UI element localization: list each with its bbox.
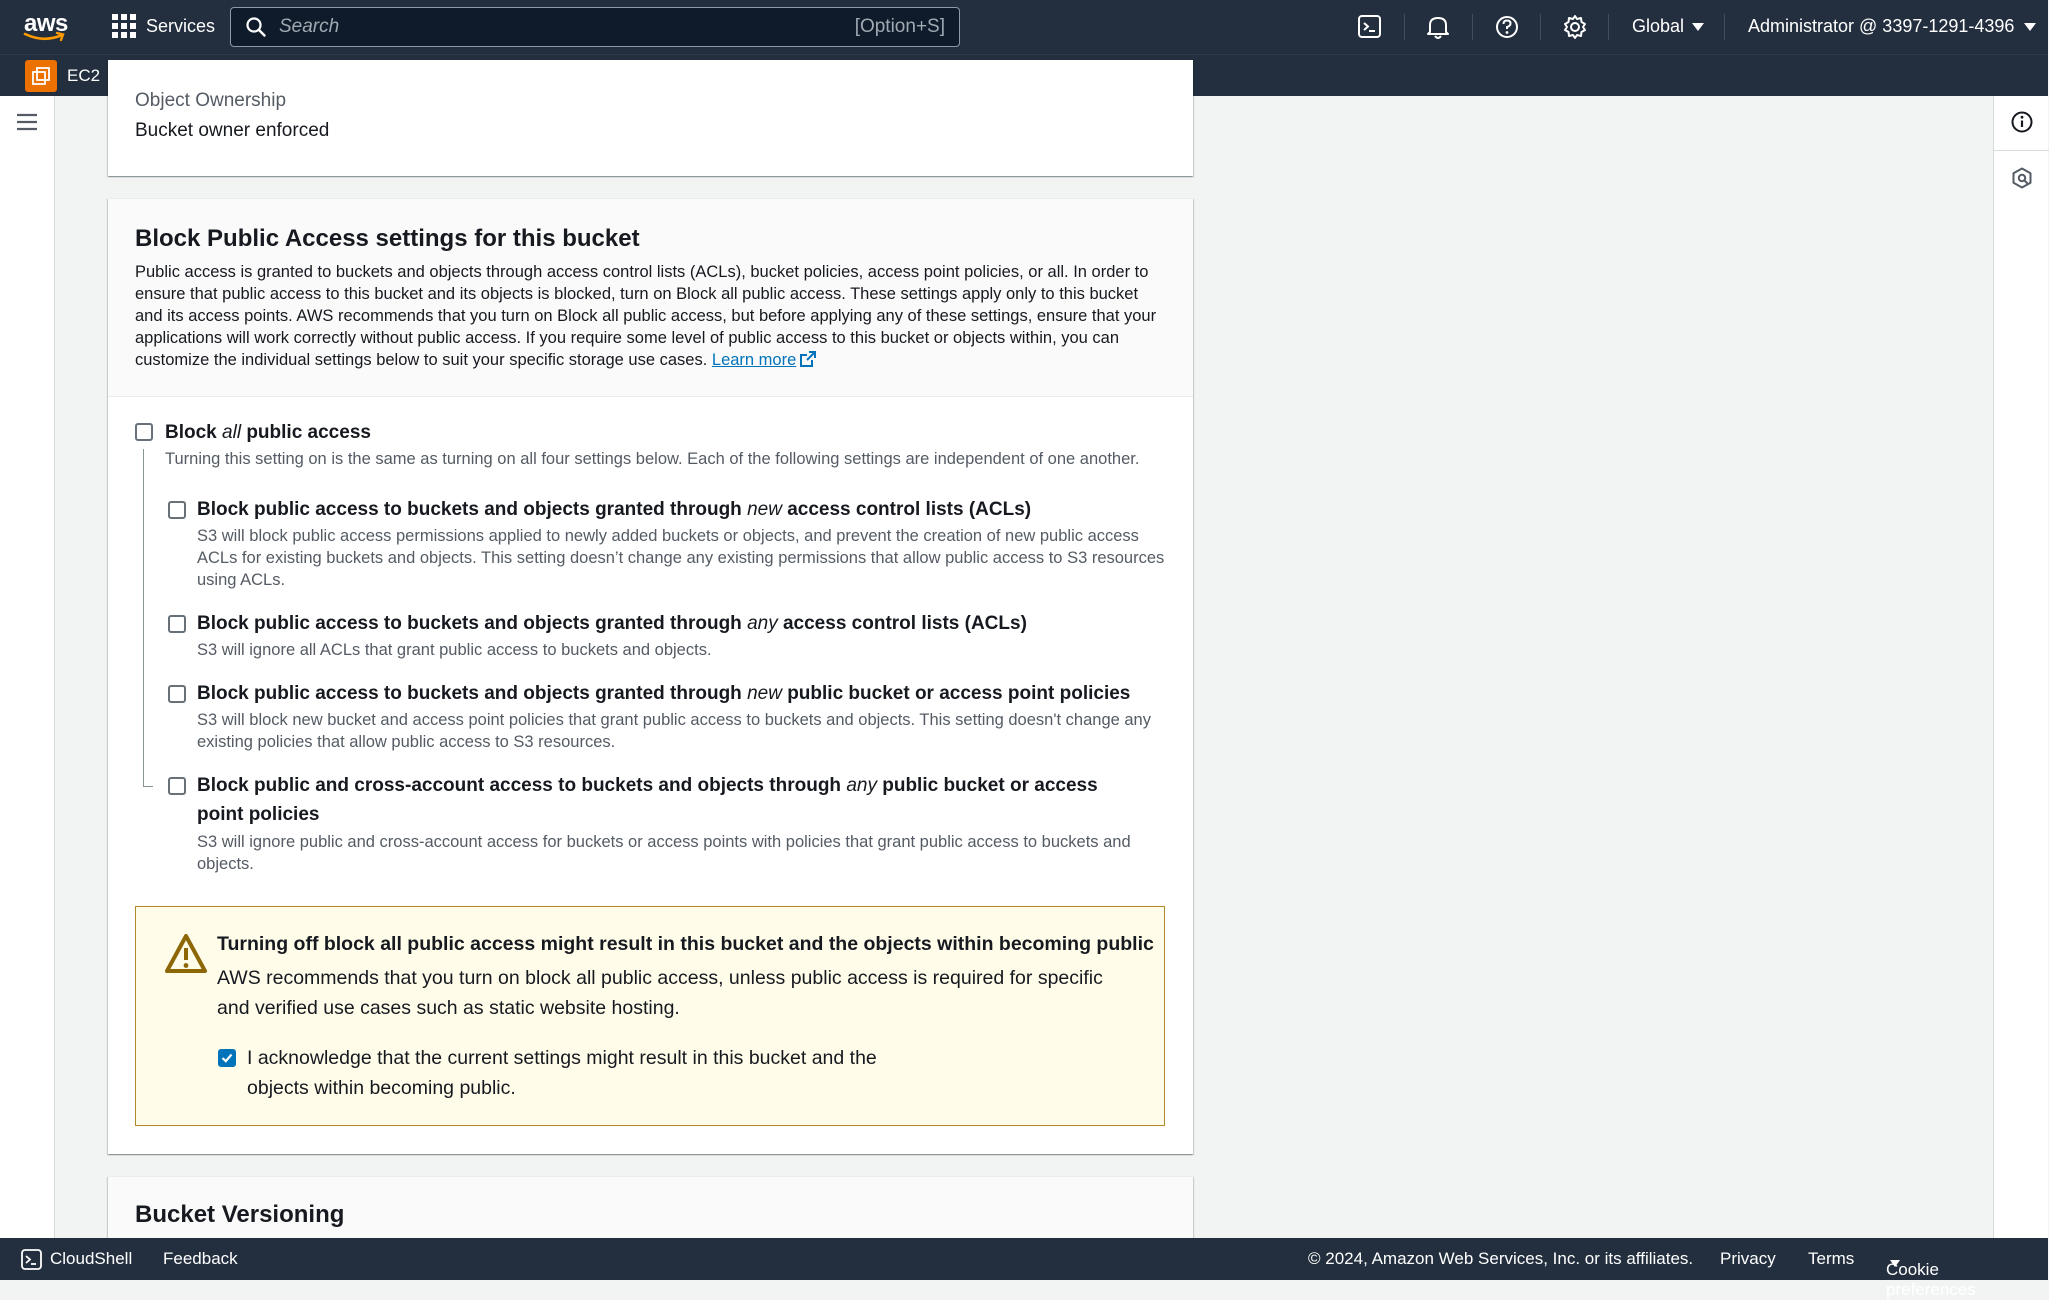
footer-terms-link[interactable]: Terms bbox=[1808, 1249, 1855, 1268]
footer-copyright: © 2024, Amazon Web Services, Inc. or its affiliates. bbox=[1308, 1249, 1694, 1268]
block-any-policies-description: S3 will ignore public and cross-account access for buckets or access points with policies that grant public access to buckets and objects. bbox=[197, 833, 1131, 873]
block-new-acls-description: S3 will block public access permissions applied to newly added buckets or objects, and prevent the creation of new public access ACLs for existing buckets and objects. This setting doesn’t change any existing permissions that allow public access to S3 resources using ACLs. bbox=[197, 527, 1165, 589]
learn-more-link[interactable]: Learn more bbox=[711, 351, 797, 369]
acknowledge-checkbox[interactable] bbox=[218, 1049, 236, 1067]
external-link-icon bbox=[799, 350, 817, 368]
checkmark-icon bbox=[220, 1051, 234, 1065]
footer-privacy-link[interactable]: Privacy bbox=[1720, 1249, 1776, 1268]
object-ownership-label: Object Ownership bbox=[135, 90, 287, 111]
warning-title: Turning off block all public access might result in this bucket and the objects within becoming public bbox=[217, 933, 1154, 955]
help-icon[interactable] bbox=[1494, 13, 1520, 41]
info-panel-icon[interactable] bbox=[2010, 110, 2034, 134]
resources-panel-icon[interactable] bbox=[2010, 166, 2034, 190]
block-new-acls-label: Block public access to buckets and objects granted through new access control lists (ACLs) bbox=[197, 499, 1032, 520]
caret-down-icon bbox=[1890, 1260, 1900, 1267]
cloudshell-icon[interactable] bbox=[21, 1249, 42, 1270]
footer-feedback-link[interactable]: Feedback bbox=[163, 1249, 238, 1268]
block-public-access-header bbox=[108, 199, 1193, 397]
region-selector[interactable]: Global bbox=[1632, 16, 1704, 37]
search-input[interactable] bbox=[267, 16, 855, 38]
object-ownership-panel bbox=[108, 60, 1193, 176]
footer-cloudshell-link[interactable]: CloudShell bbox=[50, 1249, 133, 1268]
block-new-acls-checkbox[interactable] bbox=[168, 501, 186, 519]
warning-triangle-icon bbox=[163, 932, 209, 976]
search-bar[interactable] bbox=[230, 7, 960, 47]
block-new-policies-label: Block public access to buckets and objects granted through new public bucket or access point policies bbox=[197, 683, 1131, 704]
footer: CloudShell Feedback © 2024, Amazon Web Services, Inc. or its affiliates. Privacy Terms Cookie preferences bbox=[0, 1238, 2048, 1280]
object-ownership-value: Bucket owner enforced bbox=[135, 120, 330, 141]
search-shortcut-hint: [Option+S] bbox=[854, 16, 945, 37]
caret-down-icon bbox=[1692, 23, 1704, 31]
services-menu-button[interactable]: Services bbox=[112, 14, 215, 38]
block-new-policies-checkbox[interactable] bbox=[168, 685, 186, 703]
block-new-policies-description: S3 will block new bucket and access point policies that grant public access to buckets and objects. This setting doesn't change any existing policies that allow public access to S3 resources. bbox=[197, 711, 1151, 751]
ec2-icon bbox=[25, 60, 57, 92]
settings-tree-line bbox=[143, 449, 144, 786]
settings-gear-icon[interactable] bbox=[1562, 13, 1588, 41]
account-menu[interactable]: Administrator @ 3397-1291-4396 bbox=[1748, 16, 2036, 37]
block-all-public-access-label: Block all public access bbox=[165, 422, 371, 443]
block-any-acls-checkbox[interactable] bbox=[168, 615, 186, 633]
warning-text: AWS recommends that you turn on block all public access, unless public access is required for specific and verified use cases such as static website hosting. bbox=[217, 967, 1103, 1019]
search-icon bbox=[245, 16, 267, 38]
block-public-access-description: Public access is granted to buckets and objects through access control lists (ACLs), bucket policies, access point policies, or all. In order to ensure that public access to this bucket and its objects is blocked, turn on Block all public access. These settings apply only to this bucket and its access points. AWS recommends that you turn on Block all public access, but before applying any of these settings, ensure that your applications will work correctly without public access. If you require some level of public access to this bucket or objects within, you can customize the individual settings below to suit your specific storage use cases. Learn more bbox=[135, 263, 1157, 369]
top-navigation bbox=[0, 0, 2048, 54]
left-side-rail bbox=[0, 96, 55, 1238]
block-public-access-title: Block Public Access settings for this bucket bbox=[135, 225, 640, 252]
block-all-public-access-checkbox[interactable] bbox=[135, 423, 153, 441]
acknowledge-label: I acknowledge that the current settings might result in this bucket and the objects within becoming public. bbox=[247, 1047, 877, 1099]
favorite-ec2[interactable]: EC2 bbox=[25, 60, 100, 92]
services-grid-icon bbox=[112, 14, 136, 38]
right-side-rail bbox=[1993, 96, 2048, 1238]
notifications-bell-icon[interactable] bbox=[1425, 13, 1451, 41]
hamburger-menu-icon[interactable] bbox=[15, 112, 39, 132]
bucket-versioning-title: Bucket Versioning bbox=[135, 1201, 345, 1228]
public-access-warning-alert bbox=[135, 906, 1165, 1126]
block-any-policies-label: Block public and cross-account access to buckets and objects through any public bucket or access point policies bbox=[197, 775, 1098, 825]
aws-smile-icon bbox=[24, 32, 66, 42]
aws-logo[interactable]: aws bbox=[22, 10, 68, 44]
block-any-policies-checkbox[interactable] bbox=[168, 777, 186, 795]
cloudshell-icon[interactable] bbox=[1357, 13, 1383, 41]
block-all-public-access-description: Turning this setting on is the same as turning on all four settings below. Each of the following settings are independent of one another. bbox=[165, 450, 1140, 468]
caret-down-icon bbox=[2024, 23, 2036, 31]
block-any-acls-description: S3 will ignore all ACLs that grant public access to buckets and objects. bbox=[197, 641, 712, 659]
block-any-acls-label: Block public access to buckets and objects granted through any access control lists (ACLs) bbox=[197, 613, 1027, 634]
